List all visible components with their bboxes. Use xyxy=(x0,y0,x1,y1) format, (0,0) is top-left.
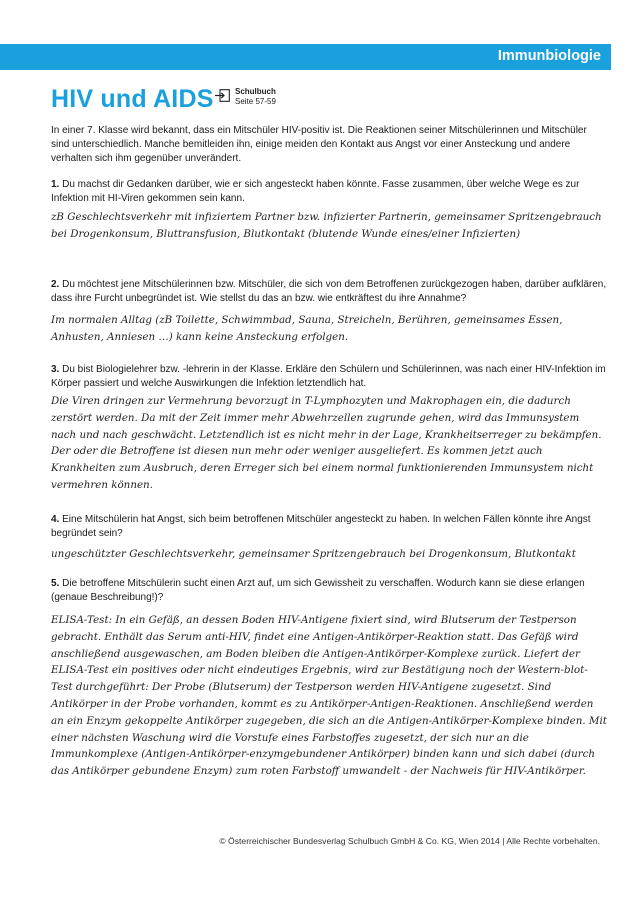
question-4 xyxy=(51,513,607,541)
question-text: Du möchtest jene Mitschülerinnen bzw. Mitschüler, die sich von dem Betroffenen zurückgezogen haben, darüber aufklären, dass ihre Furcht unbegründet ist. Wie stellst du das an bzw. wie entkräftest du ihre Annahme? xyxy=(51,279,607,304)
question-2 xyxy=(51,278,607,306)
question-number: 1. xyxy=(51,179,60,190)
answer-2: Im normalen Alltag (zB Toilette, Schwimmbad, Sauna, Streicheln, Berühren, gemeinsames Essen, Anhusten, Anniesen …) kann keine Ansteckung erfolgen. xyxy=(51,314,563,343)
page-title: HIV und AIDS xyxy=(51,85,214,113)
section-header-bar xyxy=(0,44,611,70)
question-5 xyxy=(51,577,607,605)
question-3 xyxy=(51,363,607,391)
answer-3: Die Viren dringen zur Vermehrung bevorzugt in T-Lymphozyten und Makrophagen ein, die dadurch zerstört werden. Da mit der Zeit immer mehr Abwehrzellen zugrunde gehen, wird das Immunsystem nach und nach geschwächt. Letztendlich ist es nicht mehr in der Lage, Krankheitserreger zu bekämpfen. Der oder die Betroffene ist diesen nun mehr oder weniger ausgeliefert. Es kommen jetzt auch Krankheiten zum Ausbruch, deren Erreger sich bei einem normal funktionierenden Immunsystem nicht vermehren können. xyxy=(51,395,602,491)
answer-4: ungeschützter Geschlechtsverkehr, gemeinsamer Spritzengebrauch bei Drogenkonsum, Blutkontakt xyxy=(51,548,576,560)
book-arrow-icon xyxy=(215,89,230,102)
book-ref-pages: Seite 57-59 xyxy=(235,96,276,106)
question-text: Du bist Biologielehrer bzw. -lehrerin in der Klasse. Erkläre den Schülern und Schülerinnen, was nach einer HIV-Infektion im Körper passiert und welche Auswirkungen die Infektion letztendlich hat. xyxy=(51,364,606,389)
book-ref-label: Schulbuch xyxy=(235,87,276,96)
question-1 xyxy=(51,178,607,206)
book-reference xyxy=(215,87,276,106)
question-text: Eine Mitschülerin hat Angst, sich beim betroffenen Mitschüler angesteckt zu haben. In welchen Fällen könnte ihre Angst begründet sein? xyxy=(51,514,591,539)
answer-5: ELISA-Test: In ein Gefäß, an dessen Boden HIV-Antigene fixiert sind, wird Blutserum der Testperson gebracht. Enthält das Serum anti-HIV, findet eine Antigen-Antikörper-Reaktion statt. Das Gefäß wird anschließend ausgewaschen, am Boden bleiben die Antigen-Antikörper-Komplexe zurück. Liefert der ELISA-Test ein positives oder nicht eindeutiges Ergebnis, wird zur Bestätigung noch der Western-blot-Test durchgeführt: Der Probe (Blutserum) der Testperson werden HIV-Antigene zugesetzt. Sind Antikörper in der Probe vorhanden, kommt es zu Antikörper-Antigen-Reaktionen. Anschließend werden an ein Enzym gekoppelte Antikörper zugegeben, die sich an die Antigen-Antikörper-Komplexe binden. Mit einer nächsten Waschung wird die Vorstufe eines Farbstoffes zugesetzt, der sich nur an die Immunkomplexe (Antigen-Antikörper-enzymgebundener Antikörper) binden kann und sich dabei (durch das Antikörper gebundene Enzym) zum roten Farbstoff umwandelt - der Nachweis für HIV-Antikörper. xyxy=(51,614,607,778)
intro-text: In einer 7. Klasse wird bekannt, dass ein Mitschüler HIV-positiv ist. Die Reaktionen seiner Mitschülerinnen und Mitschüler sind unterschiedlich. Manche bemitleiden ihn, einige meiden den Kontakt aus Angst vor einer Ansteckung und andere verhalten sich ihm gegenüber unverändert. xyxy=(51,125,587,164)
question-number: 3. xyxy=(51,364,60,375)
section-title: Immunbiologie xyxy=(497,48,601,64)
question-text: Die betroffene Mitschülerin sucht einen Arzt auf, um sich Gewissheit zu verschaffen. Wodurch kann sie diese erlangen (genaue Beschreibung!)? xyxy=(51,578,585,603)
copyright-footer: © Österreichischer Bundesverlag Schulbuch GmbH & Co. KG, Wien 2014 | Alle Rechte vorbehalten. xyxy=(219,836,600,846)
question-number: 2. xyxy=(51,279,60,290)
answer-1: zB Geschlechtsverkehr mit infiziertem Partner bzw. infizierter Partnerin, gemeinsamer Spritzengebrauch bei Drogenkonsum, Bluttransfusion, Blutkontakt (blutende Wunde eines/einer Infizierten) xyxy=(51,211,602,240)
question-number: 4. xyxy=(51,514,60,525)
question-text: Du machst dir Gedanken darüber, wie er sich angesteckt haben könnte. Fasse zusammen, über welche Wege es zur Infektion mit HI-Viren gekommen sein kann. xyxy=(51,179,580,204)
question-number: 5. xyxy=(51,578,60,589)
